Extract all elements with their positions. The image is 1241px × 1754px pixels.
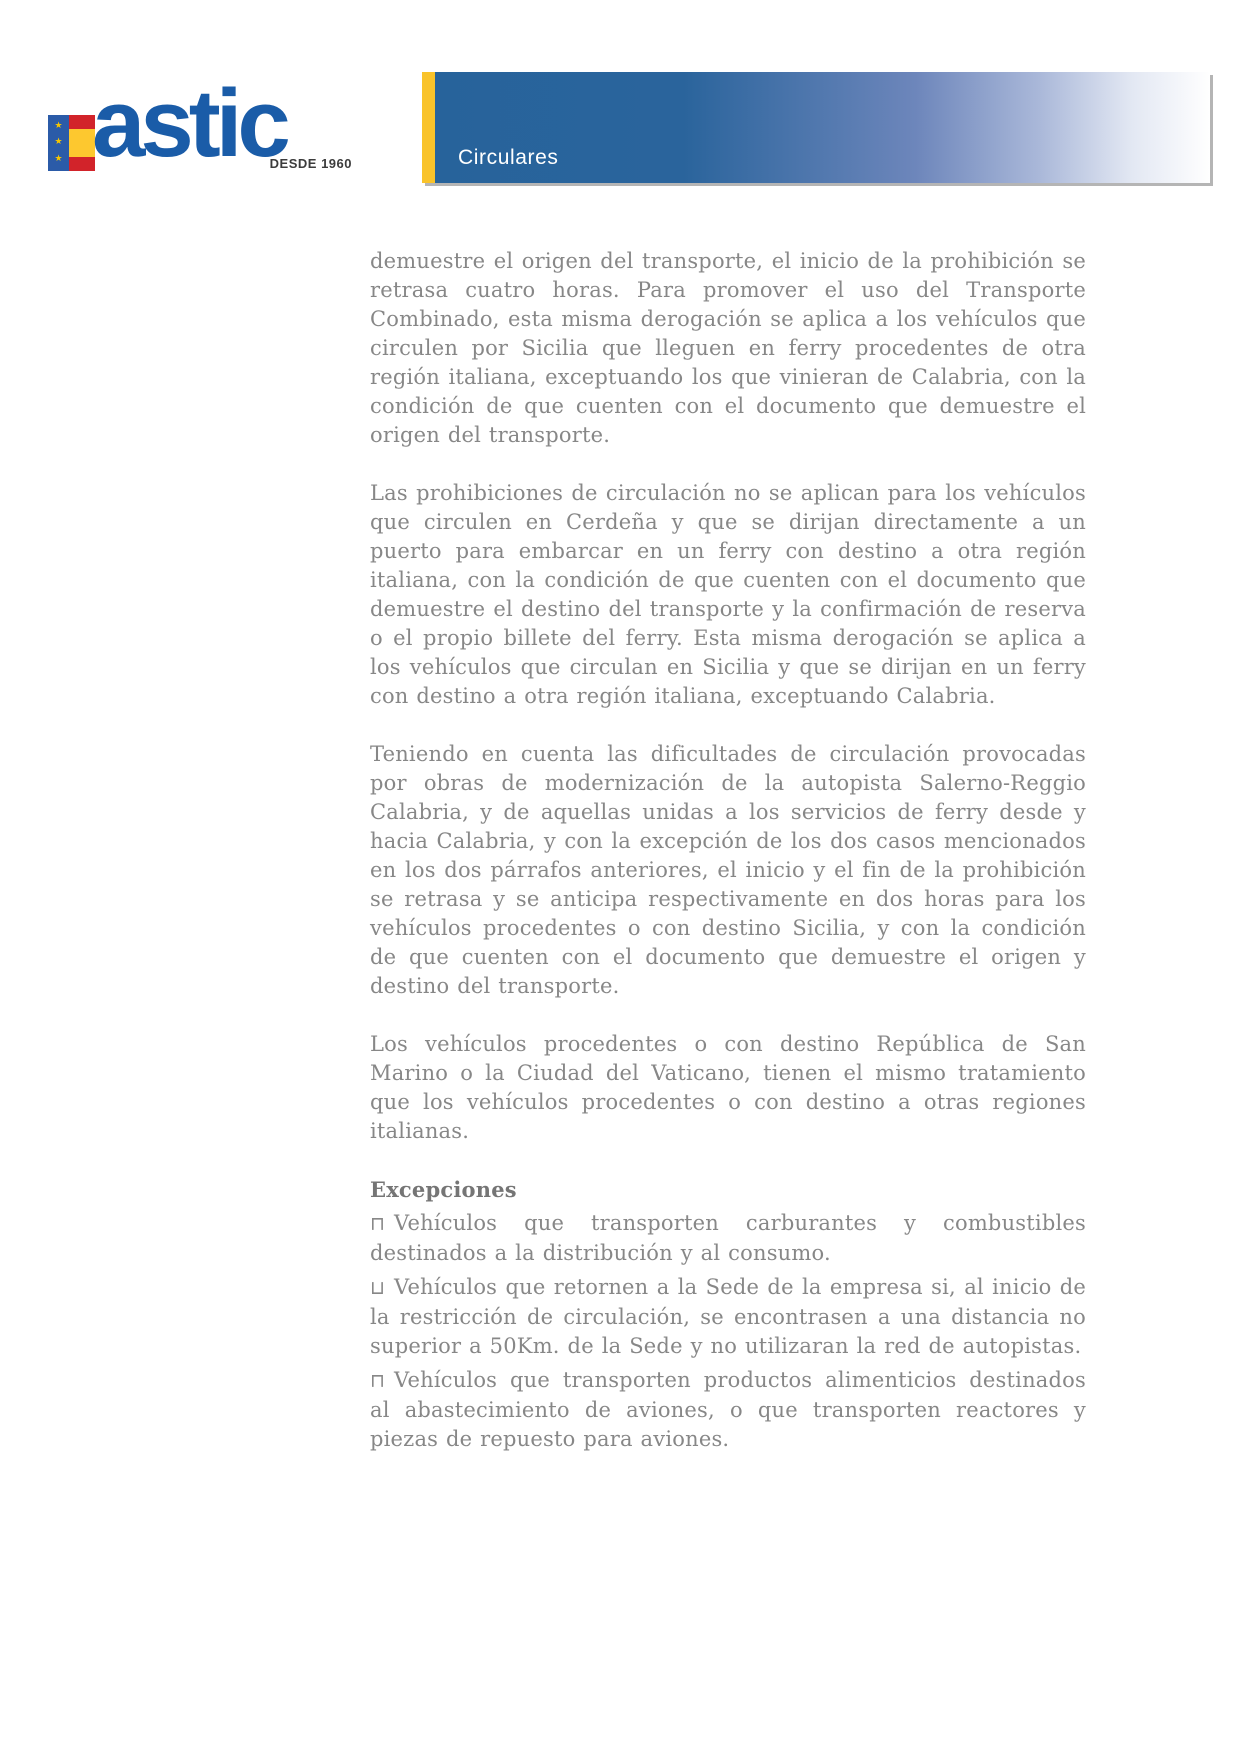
list-item [370,1273,1086,1361]
circulares-banner [422,72,1210,183]
paragraph: demuestre el origen del transporte, el inicio de la prohibición se retrasa cuatro horas. Para promover el uso del Transporte Combinado, esta misma derogación se aplica a los vehículos que circulen por Sicilia que lleguen en ferry procedentes de otra región italiana, exceptuando los que vinieran de Calabria, con la condición de que cuenten con el documento que demuestre el origen del transporte. [370,249,1086,447]
list-item [370,1209,1086,1268]
document-body [370,247,1086,1459]
list-item-text: Vehículos que transporten carburantes y combustibles destinados a la distribución y al consumo. [370,1211,1086,1265]
eu-stars-panel [48,115,69,171]
star-icon: ★ [54,137,63,148]
astic-logo-wordmark: astic [92,70,286,177]
list-item-text: Vehículos que retornen a la Sede de la empresa si, al inicio de la restricción de circulación, se encontrasen a una distancia no superior a 50Km. de la Sede y no utilizaran la red de autopistas. [370,1275,1086,1358]
astic-flag-icon [48,115,95,171]
list-item-text: Vehículos que transporten productos alimenticios destinados al abastecimiento de aviones, o que transporten reactores y piezas de repuesto para aviones. [370,1368,1086,1451]
square-bullet-icon: ⊔ [370,1277,386,1299]
banner-title: Circulares [458,146,559,169]
paragraph: Las prohibiciones de circulación no se aplican para los vehículos que circulen en Cerdeña y que se dirijan directamente a un puerto para embarcar en un ferry con destino a otra región italiana, con la condición de que cuenten con el documento que demuestre el destino del transporte y la confirmación de reserva o el propio billete del ferry. Esta misma derogación se aplica a los vehículos que circulan en Sicilia y que se dirijan en un ferry con destino a otra región italiana, exceptuando Calabria. [370,481,1086,708]
banner-gradient-bar [435,72,1210,183]
star-icon: ★ [54,154,63,165]
star-icon: ★ [54,120,63,131]
logo-tagline: DESDE 1960 [269,156,352,171]
paragraph: Los vehículos procedentes o con destino República de San Marino o la Ciudad del Vaticano, tienen el mismo tratamiento que los vehículos procedentes o con destino a otras regiones italianas. [370,1032,1086,1143]
list-item [370,1366,1086,1454]
square-bullet-icon: ⊓ [370,1213,386,1235]
square-bullet-icon: ⊓ [370,1370,386,1392]
paragraph: Teniendo en cuenta las dificultades de circulación provocadas por obras de modernización de la autopista Salerno-Reggio Calabria, y de aquellas unidas a los servicios de ferry desde y hacia Calabria, y con la excepción de los dos casos mencionados en los dos párrafos anteriores, el inicio y el fin de la prohibición se retrasa y se anticipa respectivamente en dos horas para los vehículos procedentes o con destino Sicilia, y con la condición de que cuenten con el documento que demuestre el origen y destino del transporte. [370,742,1086,998]
banner-yellow-stripe [422,72,435,183]
exceptions-heading: Excepciones [370,1177,517,1202]
